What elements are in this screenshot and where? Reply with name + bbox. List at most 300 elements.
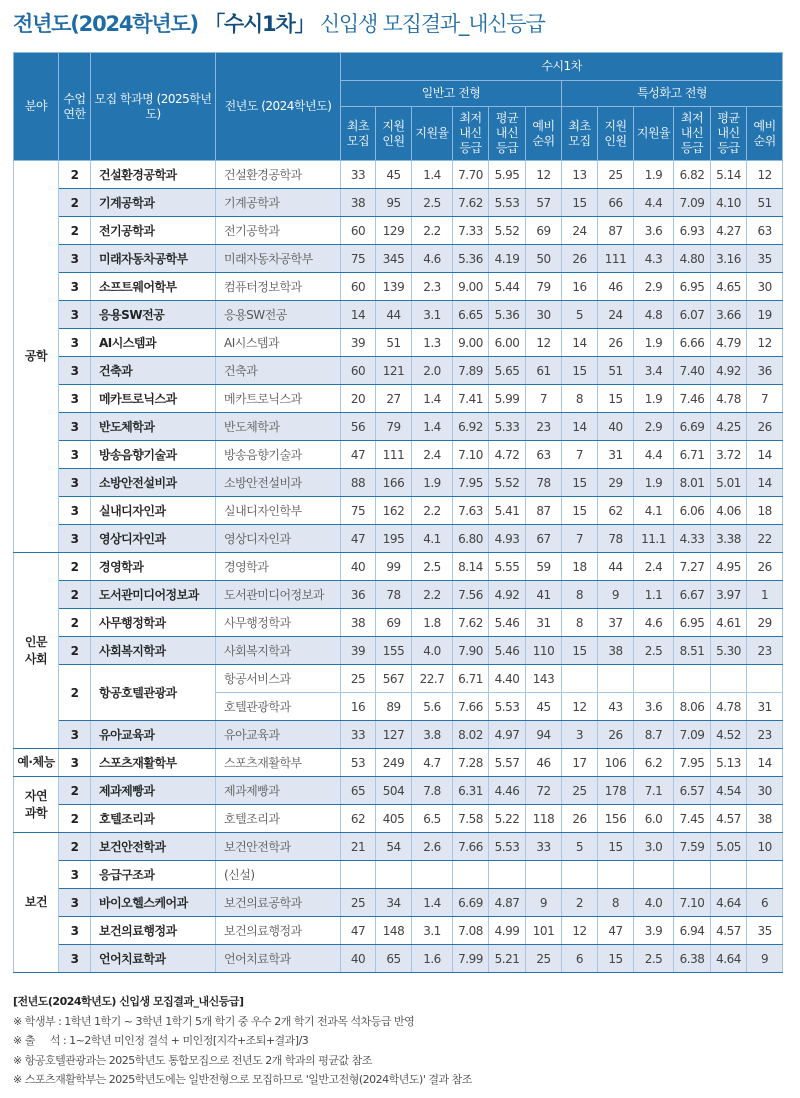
- value-cell: 62: [341, 805, 376, 833]
- value-cell: 5.22: [489, 805, 526, 833]
- value-cell: 4.80: [674, 245, 711, 273]
- value-cell: 8.01: [674, 469, 711, 497]
- table-row: [14, 609, 783, 637]
- value-cell: 1.4: [412, 413, 453, 441]
- value-cell: 5.65: [489, 357, 526, 385]
- value-cell: 5.21: [489, 945, 526, 973]
- value-cell: 2.5: [634, 945, 674, 973]
- value-cell: 75: [341, 497, 376, 525]
- value-cell: 45: [526, 693, 562, 721]
- header-col: 평균 내신 등급: [711, 107, 747, 161]
- prev-dept-cell: 영상디자인과: [216, 525, 341, 553]
- value-cell: [674, 861, 711, 889]
- value-cell: 69: [526, 217, 562, 245]
- value-cell: 5.13: [711, 749, 747, 777]
- value-cell: [634, 665, 674, 693]
- header-col: 예비 순위: [526, 107, 562, 161]
- value-cell: 22: [747, 525, 783, 553]
- table-row: [14, 833, 783, 861]
- value-cell: 5.36: [489, 301, 526, 329]
- value-cell: 9.00: [453, 273, 489, 301]
- header-col: 최초 모집: [562, 107, 598, 161]
- value-cell: 4.0: [634, 889, 674, 917]
- value-cell: 1.8: [412, 609, 453, 637]
- value-cell: 4.0: [412, 637, 453, 665]
- value-cell: 14: [747, 469, 783, 497]
- value-cell: 6.80: [453, 525, 489, 553]
- value-cell: 7.66: [453, 833, 489, 861]
- value-cell: 5.55: [489, 553, 526, 581]
- value-cell: 44: [376, 301, 412, 329]
- value-cell: 5.57: [489, 749, 526, 777]
- dept-name-cell: 방송음향기술과: [91, 441, 216, 469]
- value-cell: 4.33: [674, 525, 711, 553]
- years-cell: 3: [59, 525, 91, 553]
- value-cell: 7.27: [674, 553, 711, 581]
- value-cell: 3: [562, 721, 598, 749]
- field-cell: 예·체능: [14, 749, 59, 777]
- value-cell: 111: [376, 441, 412, 469]
- prev-dept-cell: 호텔조리과: [216, 805, 341, 833]
- value-cell: 504: [376, 777, 412, 805]
- value-cell: 2.0: [412, 357, 453, 385]
- value-cell: 30: [526, 301, 562, 329]
- value-cell: 143: [526, 665, 562, 693]
- prev-dept-cell: 보건안전학과: [216, 833, 341, 861]
- value-cell: 8: [562, 609, 598, 637]
- value-cell: 7.08: [453, 917, 489, 945]
- value-cell: 101: [526, 917, 562, 945]
- years-cell: 2: [59, 609, 91, 637]
- admission-results-table: [13, 52, 783, 973]
- header-col: 최저 내신 등급: [674, 107, 711, 161]
- value-cell: 7.58: [453, 805, 489, 833]
- value-cell: 14: [341, 301, 376, 329]
- value-cell: 7.46: [674, 385, 711, 413]
- value-cell: 38: [598, 637, 634, 665]
- value-cell: 1.9: [634, 161, 674, 189]
- value-cell: 178: [598, 777, 634, 805]
- value-cell: 4.1: [634, 497, 674, 525]
- header-years: 수업 연한: [59, 53, 91, 161]
- value-cell: 4.06: [711, 497, 747, 525]
- table-row: [14, 413, 783, 441]
- dept-name-cell: 건축과: [91, 357, 216, 385]
- value-cell: [634, 861, 674, 889]
- value-cell: 79: [376, 413, 412, 441]
- years-cell: 2: [59, 777, 91, 805]
- value-cell: 4.3: [634, 245, 674, 273]
- value-cell: 4.87: [489, 889, 526, 917]
- prev-dept-cell: 도서관미디어정보과: [216, 581, 341, 609]
- years-cell: 2: [59, 637, 91, 665]
- value-cell: 26: [747, 413, 783, 441]
- value-cell: 8: [598, 889, 634, 917]
- value-cell: 24: [598, 301, 634, 329]
- value-cell: 4.10: [711, 189, 747, 217]
- value-cell: 65: [341, 777, 376, 805]
- value-cell: 44: [598, 553, 634, 581]
- value-cell: 31: [526, 609, 562, 637]
- dept-name-cell: 메카트로닉스과: [91, 385, 216, 413]
- value-cell: 7.8: [412, 777, 453, 805]
- years-cell: 2: [59, 189, 91, 217]
- value-cell: 3.72: [711, 441, 747, 469]
- value-cell: 38: [747, 805, 783, 833]
- value-cell: 2.2: [412, 497, 453, 525]
- value-cell: 110: [526, 637, 562, 665]
- value-cell: 34: [376, 889, 412, 917]
- value-cell: 2.9: [634, 413, 674, 441]
- value-cell: 4.57: [711, 917, 747, 945]
- value-cell: 35: [747, 917, 783, 945]
- value-cell: 4.92: [489, 581, 526, 609]
- value-cell: 46: [598, 273, 634, 301]
- value-cell: 1.9: [634, 469, 674, 497]
- value-cell: [747, 665, 783, 693]
- header-field: 분야: [14, 53, 59, 161]
- value-cell: 4.6: [412, 245, 453, 273]
- value-cell: 31: [598, 441, 634, 469]
- value-cell: 7.62: [453, 189, 489, 217]
- table-row: [14, 721, 783, 749]
- value-cell: 3.1: [412, 917, 453, 945]
- value-cell: 155: [376, 637, 412, 665]
- dept-name-cell: 경영학과: [91, 553, 216, 581]
- value-cell: 88: [341, 469, 376, 497]
- dept-name-cell: 스포츠재활학부: [91, 749, 216, 777]
- value-cell: 7.09: [674, 721, 711, 749]
- value-cell: 3.1: [412, 301, 453, 329]
- value-cell: 12: [562, 693, 598, 721]
- years-cell: 3: [59, 889, 91, 917]
- value-cell: 9: [598, 581, 634, 609]
- value-cell: 40: [341, 553, 376, 581]
- value-cell: 18: [562, 553, 598, 581]
- value-cell: 4.1: [412, 525, 453, 553]
- value-cell: 23: [526, 413, 562, 441]
- value-cell: [598, 861, 634, 889]
- value-cell: 6.66: [674, 329, 711, 357]
- value-cell: 162: [376, 497, 412, 525]
- value-cell: 1.4: [412, 385, 453, 413]
- value-cell: 4.40: [489, 665, 526, 693]
- table-row: [14, 273, 783, 301]
- value-cell: 4.78: [711, 385, 747, 413]
- field-cell: 인문 사회: [14, 553, 59, 749]
- header-dept: 모집 학과명 (2025학년도): [91, 53, 216, 161]
- value-cell: 139: [376, 273, 412, 301]
- value-cell: 4.64: [711, 889, 747, 917]
- value-cell: 4.61: [711, 609, 747, 637]
- value-cell: 51: [376, 329, 412, 357]
- value-cell: 2.9: [634, 273, 674, 301]
- table-row: [14, 329, 783, 357]
- value-cell: 405: [376, 805, 412, 833]
- value-cell: 5.95: [489, 161, 526, 189]
- page-title: 전년도(2024학년도) 「수시1차」 신입생 모집결과_내신등급: [13, 12, 545, 36]
- value-cell: 40: [598, 413, 634, 441]
- value-cell: 8.14: [453, 553, 489, 581]
- table-row: [14, 777, 783, 805]
- value-cell: 89: [376, 693, 412, 721]
- dept-name-cell: 소방안전설비과: [91, 469, 216, 497]
- dept-name-cell: 보건의료행정과: [91, 917, 216, 945]
- value-cell: 94: [526, 721, 562, 749]
- value-cell: 3.9: [634, 917, 674, 945]
- value-cell: 249: [376, 749, 412, 777]
- value-cell: 2: [562, 889, 598, 917]
- prev-dept-cell: 경영학과: [216, 553, 341, 581]
- years-cell: 3: [59, 357, 91, 385]
- value-cell: 12: [526, 161, 562, 189]
- value-cell: 4.6: [634, 609, 674, 637]
- value-cell: 7.90: [453, 637, 489, 665]
- value-cell: 156: [598, 805, 634, 833]
- value-cell: 53: [341, 749, 376, 777]
- dept-name-cell: 언어치료학과: [91, 945, 216, 973]
- years-cell: 2: [59, 581, 91, 609]
- value-cell: 15: [598, 945, 634, 973]
- prev-dept-cell: 기계공학과: [216, 189, 341, 217]
- value-cell: 4.57: [711, 805, 747, 833]
- value-cell: 3.8: [412, 721, 453, 749]
- value-cell: 6.0: [634, 805, 674, 833]
- value-cell: 15: [598, 833, 634, 861]
- value-cell: 26: [562, 805, 598, 833]
- value-cell: 1.9: [634, 329, 674, 357]
- dept-name-cell: 전기공학과: [91, 217, 216, 245]
- value-cell: 4.4: [634, 441, 674, 469]
- value-cell: 51: [598, 357, 634, 385]
- value-cell: 23: [747, 721, 783, 749]
- years-cell: 2: [59, 553, 91, 581]
- value-cell: 6.95: [674, 273, 711, 301]
- prev-dept-cell: (신설): [216, 861, 341, 889]
- value-cell: 78: [526, 469, 562, 497]
- value-cell: 41: [526, 581, 562, 609]
- value-cell: 8: [562, 581, 598, 609]
- prev-dept-cell: 사회복지학과: [216, 637, 341, 665]
- prev-dept-cell: 보건의료공학과: [216, 889, 341, 917]
- value-cell: 3.6: [634, 217, 674, 245]
- value-cell: 29: [598, 469, 634, 497]
- dept-name-cell: 응용SW전공: [91, 301, 216, 329]
- value-cell: 7.89: [453, 357, 489, 385]
- value-cell: 59: [526, 553, 562, 581]
- prev-dept-cell: 스포츠재활학부: [216, 749, 341, 777]
- value-cell: 36: [341, 581, 376, 609]
- table-row: [14, 497, 783, 525]
- value-cell: 6.69: [453, 889, 489, 917]
- dept-name-cell: 항공호텔관광과: [91, 665, 216, 721]
- value-cell: 4.4: [634, 189, 674, 217]
- value-cell: 7.10: [453, 441, 489, 469]
- prev-dept-cell: 호텔관광학과: [216, 693, 341, 721]
- table-row: [14, 917, 783, 945]
- value-cell: 8.7: [634, 721, 674, 749]
- value-cell: 118: [526, 805, 562, 833]
- field-cell: 공학: [14, 161, 59, 553]
- dept-name-cell: 건설환경공학과: [91, 161, 216, 189]
- prev-dept-cell: 반도체학과: [216, 413, 341, 441]
- value-cell: 4.72: [489, 441, 526, 469]
- years-cell: 3: [59, 497, 91, 525]
- years-cell: 3: [59, 749, 91, 777]
- value-cell: 7.33: [453, 217, 489, 245]
- table-row: [14, 441, 783, 469]
- years-cell: 3: [59, 441, 91, 469]
- value-cell: 6.31: [453, 777, 489, 805]
- value-cell: 47: [598, 917, 634, 945]
- value-cell: 5.52: [489, 217, 526, 245]
- table-row: [14, 385, 783, 413]
- value-cell: [598, 665, 634, 693]
- value-cell: 8.51: [674, 637, 711, 665]
- value-cell: 26: [598, 721, 634, 749]
- value-cell: 24: [562, 217, 598, 245]
- value-cell: [376, 861, 412, 889]
- value-cell: 15: [562, 637, 598, 665]
- value-cell: 3.38: [711, 525, 747, 553]
- value-cell: [711, 665, 747, 693]
- table-row: [14, 861, 783, 889]
- dept-name-cell: 보건안전학과: [91, 833, 216, 861]
- value-cell: 5.99: [489, 385, 526, 413]
- value-cell: 6.93: [674, 217, 711, 245]
- value-cell: 7.66: [453, 693, 489, 721]
- value-cell: 65: [376, 945, 412, 973]
- value-cell: 7.95: [453, 469, 489, 497]
- value-cell: 51: [747, 189, 783, 217]
- value-cell: 2.2: [412, 217, 453, 245]
- value-cell: 4.65: [711, 273, 747, 301]
- value-cell: 33: [341, 721, 376, 749]
- header-col: 지원율: [412, 107, 453, 161]
- value-cell: 3.0: [634, 833, 674, 861]
- value-cell: 7.09: [674, 189, 711, 217]
- value-cell: 25: [562, 777, 598, 805]
- value-cell: 127: [376, 721, 412, 749]
- notes-title: [전년도(2024학년도) 신입생 모집결과_내신등급]: [13, 995, 244, 1008]
- dept-name-cell: 기계공학과: [91, 189, 216, 217]
- value-cell: 22.7: [412, 665, 453, 693]
- value-cell: 5.05: [711, 833, 747, 861]
- value-cell: 6.00: [489, 329, 526, 357]
- value-cell: [562, 861, 598, 889]
- value-cell: 567: [376, 665, 412, 693]
- value-cell: 5.53: [489, 833, 526, 861]
- prev-dept-cell: 방송음향기술과: [216, 441, 341, 469]
- value-cell: 121: [376, 357, 412, 385]
- value-cell: 61: [526, 357, 562, 385]
- table-row: [14, 217, 783, 245]
- value-cell: 4.27: [711, 217, 747, 245]
- value-cell: 47: [341, 525, 376, 553]
- value-cell: 25: [341, 889, 376, 917]
- value-cell: 1.4: [412, 889, 453, 917]
- value-cell: 38: [341, 609, 376, 637]
- value-cell: 62: [598, 497, 634, 525]
- value-cell: 39: [341, 329, 376, 357]
- value-cell: 87: [598, 217, 634, 245]
- value-cell: 23: [747, 637, 783, 665]
- value-cell: 2.5: [634, 637, 674, 665]
- notes: [13, 992, 472, 1090]
- value-cell: 4.25: [711, 413, 747, 441]
- value-cell: 18: [747, 497, 783, 525]
- value-cell: 14: [562, 413, 598, 441]
- years-cell: 3: [59, 917, 91, 945]
- value-cell: 6.65: [453, 301, 489, 329]
- value-cell: [526, 861, 562, 889]
- value-cell: 5.6: [412, 693, 453, 721]
- header-general: 일반고 전형: [341, 81, 562, 107]
- value-cell: 3.4: [634, 357, 674, 385]
- value-cell: 46: [526, 749, 562, 777]
- value-cell: [453, 861, 489, 889]
- value-cell: 14: [562, 329, 598, 357]
- value-cell: 47: [341, 917, 376, 945]
- value-cell: 166: [376, 469, 412, 497]
- value-cell: 57: [526, 189, 562, 217]
- value-cell: 9.00: [453, 329, 489, 357]
- value-cell: 8.02: [453, 721, 489, 749]
- years-cell: 3: [59, 301, 91, 329]
- table-row: [14, 637, 783, 665]
- value-cell: 6.95: [674, 609, 711, 637]
- value-cell: 54: [376, 833, 412, 861]
- value-cell: 19: [747, 301, 783, 329]
- value-cell: 6.71: [453, 665, 489, 693]
- value-cell: [489, 861, 526, 889]
- value-cell: 195: [376, 525, 412, 553]
- table-row: [14, 889, 783, 917]
- value-cell: 7.10: [674, 889, 711, 917]
- value-cell: 6.69: [674, 413, 711, 441]
- header-prev: 전년도 (2024학년도): [216, 53, 341, 161]
- value-cell: 25: [598, 161, 634, 189]
- note-item: ※ 출 석 : 1~2학년 미인정 결석 + 미인정[지각+조퇴+결과]/3: [13, 1034, 309, 1047]
- value-cell: 13: [562, 161, 598, 189]
- value-cell: 63: [747, 217, 783, 245]
- value-cell: 10: [747, 833, 783, 861]
- value-cell: 6.38: [674, 945, 711, 973]
- value-cell: 1.6: [412, 945, 453, 973]
- value-cell: 6: [562, 945, 598, 973]
- prev-dept-cell: 유아교육과: [216, 721, 341, 749]
- value-cell: 60: [341, 217, 376, 245]
- value-cell: 79: [526, 273, 562, 301]
- value-cell: 87: [526, 497, 562, 525]
- dept-name-cell: AI시스템과: [91, 329, 216, 357]
- value-cell: 20: [341, 385, 376, 413]
- value-cell: 26: [747, 553, 783, 581]
- value-cell: 5.46: [489, 637, 526, 665]
- header-col: 예비 순위: [747, 107, 783, 161]
- prev-dept-cell: 실내디자인학부: [216, 497, 341, 525]
- prev-dept-cell: 제과제빵과: [216, 777, 341, 805]
- value-cell: 4.79: [711, 329, 747, 357]
- value-cell: 30: [747, 273, 783, 301]
- value-cell: 36: [747, 357, 783, 385]
- value-cell: 4.8: [634, 301, 674, 329]
- value-cell: 56: [341, 413, 376, 441]
- value-cell: 37: [598, 609, 634, 637]
- value-cell: 30: [747, 777, 783, 805]
- value-cell: 5: [562, 833, 598, 861]
- value-cell: 111: [598, 245, 634, 273]
